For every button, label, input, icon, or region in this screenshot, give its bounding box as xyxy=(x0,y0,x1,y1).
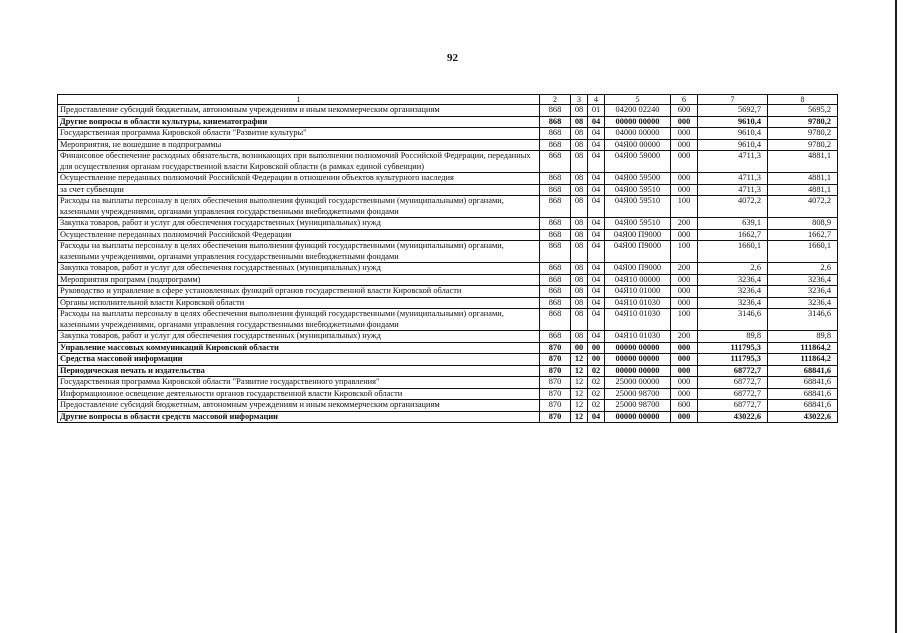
row-code-cell: 870 xyxy=(540,342,571,354)
row-section-cell: 08 xyxy=(571,274,588,286)
header-cell: 4 xyxy=(588,95,605,105)
row-section-cell: 08 xyxy=(571,196,588,218)
row-type-cell: 100 xyxy=(671,196,698,218)
row-amount-1-cell: 111795,3 xyxy=(698,342,768,354)
header-cell: 5 xyxy=(605,95,671,105)
row-type-cell: 000 xyxy=(671,388,698,400)
row-amount-2-cell: 111864,2 xyxy=(768,354,838,366)
row-type-cell: 000 xyxy=(671,354,698,366)
row-amount-1-cell: 4711,3 xyxy=(698,184,768,196)
header-cell: 3 xyxy=(571,95,588,105)
row-name-cell: Предоставление субсидий бюджетным, автономным учреждениям и иным некоммерческим организациям xyxy=(58,400,540,412)
row-code-cell: 868 xyxy=(540,286,571,298)
row-name-cell: Другие вопросы в области культуры, кинематографии xyxy=(58,116,540,128)
row-subsection-cell: 02 xyxy=(588,377,605,389)
row-type-cell: 200 xyxy=(671,218,698,230)
row-section-cell: 12 xyxy=(571,354,588,366)
row-section-cell: 08 xyxy=(571,263,588,275)
row-section-cell: 08 xyxy=(571,116,588,128)
row-amount-2-cell: 3146,6 xyxy=(768,309,838,331)
row-type-cell: 000 xyxy=(671,377,698,389)
row-section-cell: 00 xyxy=(571,342,588,354)
table-row xyxy=(58,196,838,218)
row-target-cell: 00000 00000 xyxy=(605,116,671,128)
row-subsection-cell: 04 xyxy=(588,309,605,331)
row-name-cell: Руководство и управление в сфере установленных функций органов государственной власти Кировской области xyxy=(58,286,540,298)
row-type-cell: 000 xyxy=(671,139,698,151)
row-amount-2-cell: 9780,2 xyxy=(768,128,838,140)
row-name-cell: Мероприятия программ (подпрограмм) xyxy=(58,274,540,286)
row-subsection-cell: 04 xyxy=(588,184,605,196)
row-code-cell: 870 xyxy=(540,354,571,366)
row-subsection-cell: 04 xyxy=(588,128,605,140)
row-type-cell: 000 xyxy=(671,274,698,286)
row-amount-1-cell: 68772,7 xyxy=(698,388,768,400)
row-amount-2-cell: 5695,2 xyxy=(768,105,838,117)
row-name-cell: Расходы на выплаты персоналу в целях обеспечения выполнения функций государственными (муниципальными) органами, казенными учреждениями, органами управления государственными внебюджетными фондами xyxy=(58,241,540,263)
row-name-cell: Закупка товаров, работ и услуг для обеспечения государственных (муниципальных) нужд xyxy=(58,218,540,230)
table-row xyxy=(58,218,838,230)
row-amount-1-cell: 68772,7 xyxy=(698,400,768,412)
row-subsection-cell: 00 xyxy=(588,342,605,354)
page-number: 92 xyxy=(447,52,458,64)
row-target-cell: 00000 00000 xyxy=(605,354,671,366)
row-subsection-cell: 02 xyxy=(588,365,605,377)
row-code-cell: 868 xyxy=(540,241,571,263)
row-amount-1-cell: 9610,4 xyxy=(698,116,768,128)
row-type-cell: 000 xyxy=(671,128,698,140)
row-code-cell: 868 xyxy=(540,128,571,140)
table-row xyxy=(58,128,838,140)
row-target-cell: 25000 98700 xyxy=(605,400,671,412)
row-target-cell: 04200 02240 xyxy=(605,105,671,117)
row-target-cell: 04Я10 01030 xyxy=(605,309,671,331)
row-name-cell: Финансовое обеспечение расходных обязательств, возникающих при выполнении полномочий Российской Федерации, переданных для осуществления органам государственной власти Кировской области (в рамках единой субвенции) xyxy=(58,151,540,173)
row-type-cell: 000 xyxy=(671,173,698,185)
row-target-cell: 04Я10 01030 xyxy=(605,331,671,343)
row-target-cell: 04000 00000 xyxy=(605,128,671,140)
table-row xyxy=(58,184,838,196)
row-amount-2-cell: 2,6 xyxy=(768,263,838,275)
row-type-cell: 000 xyxy=(671,342,698,354)
row-target-cell: 04Я00 П9000 xyxy=(605,263,671,275)
row-name-cell: Информационное освещение деятельности органов государственной власти Кировской области xyxy=(58,388,540,400)
row-target-cell: 04Я00 П9000 xyxy=(605,241,671,263)
row-code-cell: 870 xyxy=(540,411,571,423)
row-type-cell: 200 xyxy=(671,331,698,343)
budget-table xyxy=(57,94,838,423)
row-subsection-cell: 04 xyxy=(588,196,605,218)
row-subsection-cell: 04 xyxy=(588,286,605,298)
row-target-cell: 04Я10 01000 xyxy=(605,286,671,298)
row-type-cell: 200 xyxy=(671,263,698,275)
row-code-cell: 868 xyxy=(540,218,571,230)
row-code-cell: 868 xyxy=(540,196,571,218)
row-amount-2-cell: 9780,2 xyxy=(768,139,838,151)
row-section-cell: 08 xyxy=(571,309,588,331)
row-amount-2-cell: 68841,6 xyxy=(768,388,838,400)
row-type-cell: 600 xyxy=(671,400,698,412)
row-name-cell: за счет субвенции xyxy=(58,184,540,196)
row-name-cell: Периодическая печать и издательства xyxy=(58,365,540,377)
row-section-cell: 12 xyxy=(571,365,588,377)
row-amount-1-cell: 4711,3 xyxy=(698,151,768,173)
table-header-row xyxy=(58,95,838,105)
table-row xyxy=(58,241,838,263)
row-subsection-cell: 04 xyxy=(588,116,605,128)
row-amount-2-cell: 111864,2 xyxy=(768,342,838,354)
row-section-cell: 08 xyxy=(571,151,588,173)
table-row xyxy=(58,229,838,241)
row-type-cell: 000 xyxy=(671,297,698,309)
row-name-cell: Расходы на выплаты персоналу в целях обеспечения выполнения функций государственными (муниципальными) органами, казенными учреждениями, органами управления государственными внебюджетными фондами xyxy=(58,309,540,331)
row-target-cell: 04Я00 П9000 xyxy=(605,229,671,241)
row-amount-2-cell: 43022,6 xyxy=(768,411,838,423)
table-row xyxy=(58,309,838,331)
row-target-cell: 04Я00 59510 xyxy=(605,196,671,218)
row-subsection-cell: 04 xyxy=(588,173,605,185)
row-name-cell: Управление массовых коммуникаций Кировской области xyxy=(58,342,540,354)
row-name-cell: Осуществление переданных полномочий Российской Федерации в отношении объектов культурного наследия xyxy=(58,173,540,185)
row-section-cell: 08 xyxy=(571,128,588,140)
row-subsection-cell: 04 xyxy=(588,297,605,309)
row-amount-1-cell: 4711,3 xyxy=(698,173,768,185)
row-code-cell: 870 xyxy=(540,400,571,412)
row-subsection-cell: 01 xyxy=(588,105,605,117)
row-amount-1-cell: 639,1 xyxy=(698,218,768,230)
row-target-cell: 04Я00 59000 xyxy=(605,151,671,173)
header-cell: 7 xyxy=(698,95,768,105)
row-amount-1-cell: 3236,4 xyxy=(698,297,768,309)
row-amount-1-cell: 43022,6 xyxy=(698,411,768,423)
table-row xyxy=(58,411,838,423)
row-amount-2-cell: 3236,4 xyxy=(768,286,838,298)
row-target-cell: 25000 00000 xyxy=(605,377,671,389)
row-amount-2-cell: 3236,4 xyxy=(768,297,838,309)
table-row xyxy=(58,342,838,354)
row-name-cell: Другие вопросы в области средств массовой информации xyxy=(58,411,540,423)
row-amount-2-cell: 1660,1 xyxy=(768,241,838,263)
row-type-cell: 000 xyxy=(671,286,698,298)
row-section-cell: 08 xyxy=(571,297,588,309)
row-target-cell: 25000 98700 xyxy=(605,388,671,400)
row-subsection-cell: 02 xyxy=(588,400,605,412)
table-row xyxy=(58,400,838,412)
row-amount-2-cell: 89,8 xyxy=(768,331,838,343)
row-type-cell: 000 xyxy=(671,184,698,196)
row-amount-2-cell: 68841,6 xyxy=(768,377,838,389)
table-row xyxy=(58,151,838,173)
header-cell: 1 xyxy=(58,95,540,105)
row-amount-1-cell: 9610,4 xyxy=(698,139,768,151)
table-row xyxy=(58,354,838,366)
row-name-cell: Органы исполнительной власти Кировской области xyxy=(58,297,540,309)
row-target-cell: 04Я00 59500 xyxy=(605,173,671,185)
row-subsection-cell: 02 xyxy=(588,388,605,400)
row-name-cell: Закупка товаров, работ и услуг для обеспечения государственных (муниципальных) нужд xyxy=(58,331,540,343)
row-target-cell: 04Я10 00000 xyxy=(605,274,671,286)
row-type-cell: 000 xyxy=(671,365,698,377)
row-section-cell: 12 xyxy=(571,411,588,423)
row-section-cell: 08 xyxy=(571,218,588,230)
row-target-cell: 04Я00 00000 xyxy=(605,139,671,151)
row-amount-2-cell: 68841,6 xyxy=(768,365,838,377)
row-type-cell: 000 xyxy=(671,411,698,423)
row-amount-1-cell: 68772,7 xyxy=(698,377,768,389)
row-name-cell: Предоставление субсидий бюджетным, автономным учреждениям и иным некоммерческим организациям xyxy=(58,105,540,117)
row-code-cell: 868 xyxy=(540,263,571,275)
row-amount-2-cell: 3236,4 xyxy=(768,274,838,286)
row-section-cell: 12 xyxy=(571,377,588,389)
row-section-cell: 08 xyxy=(571,286,588,298)
row-subsection-cell: 04 xyxy=(588,218,605,230)
row-amount-1-cell: 2,6 xyxy=(698,263,768,275)
row-subsection-cell: 04 xyxy=(588,411,605,423)
row-amount-2-cell: 4881,1 xyxy=(768,173,838,185)
row-section-cell: 08 xyxy=(571,184,588,196)
row-target-cell: 00000 00000 xyxy=(605,342,671,354)
table-row xyxy=(58,286,838,298)
table-row xyxy=(58,297,838,309)
row-code-cell: 868 xyxy=(540,274,571,286)
row-amount-2-cell: 4881,1 xyxy=(768,184,838,196)
row-type-cell: 000 xyxy=(671,116,698,128)
row-target-cell: 04Я00 59510 xyxy=(605,184,671,196)
table-row xyxy=(58,105,838,117)
row-type-cell: 000 xyxy=(671,229,698,241)
row-code-cell: 868 xyxy=(540,105,571,117)
table-body xyxy=(58,105,838,423)
row-amount-1-cell: 5692,7 xyxy=(698,105,768,117)
row-section-cell: 08 xyxy=(571,331,588,343)
row-section-cell: 08 xyxy=(571,139,588,151)
table-row xyxy=(58,388,838,400)
row-amount-1-cell: 111795,3 xyxy=(698,354,768,366)
table-row xyxy=(58,139,838,151)
row-amount-1-cell: 89,8 xyxy=(698,331,768,343)
row-subsection-cell: 04 xyxy=(588,241,605,263)
row-name-cell: Государственная программа Кировской области "Развитие государственного управления" xyxy=(58,377,540,389)
header-cell: 6 xyxy=(671,95,698,105)
row-name-cell: Осуществление переданных полномочий Российской Федерации xyxy=(58,229,540,241)
row-target-cell: 04Я00 59510 xyxy=(605,218,671,230)
table-row xyxy=(58,377,838,389)
row-target-cell: 00000 00000 xyxy=(605,365,671,377)
row-section-cell: 12 xyxy=(571,400,588,412)
row-amount-1-cell: 3146,6 xyxy=(698,309,768,331)
row-code-cell: 868 xyxy=(540,173,571,185)
row-code-cell: 868 xyxy=(540,297,571,309)
row-section-cell: 08 xyxy=(571,241,588,263)
row-amount-1-cell: 3236,4 xyxy=(698,286,768,298)
table-row xyxy=(58,331,838,343)
row-name-cell: Закупка товаров, работ и услуг для обеспечения государственных (муниципальных) нужд xyxy=(58,263,540,275)
row-amount-2-cell: 9780,2 xyxy=(768,116,838,128)
row-subsection-cell: 00 xyxy=(588,354,605,366)
row-amount-2-cell: 808,9 xyxy=(768,218,838,230)
row-code-cell: 868 xyxy=(540,184,571,196)
row-subsection-cell: 04 xyxy=(588,263,605,275)
table-row xyxy=(58,173,838,185)
row-target-cell: 00000 00000 xyxy=(605,411,671,423)
row-subsection-cell: 04 xyxy=(588,151,605,173)
row-subsection-cell: 04 xyxy=(588,331,605,343)
row-code-cell: 868 xyxy=(540,229,571,241)
row-amount-1-cell: 1662,7 xyxy=(698,229,768,241)
row-amount-1-cell: 9610,4 xyxy=(698,128,768,140)
row-amount-2-cell: 1662,7 xyxy=(768,229,838,241)
row-section-cell: 08 xyxy=(571,229,588,241)
row-amount-2-cell: 68841,6 xyxy=(768,400,838,412)
row-code-cell: 868 xyxy=(540,309,571,331)
table-row xyxy=(58,274,838,286)
row-target-cell: 04Я10 01030 xyxy=(605,297,671,309)
row-amount-2-cell: 4881,1 xyxy=(768,151,838,173)
scan-edge-line xyxy=(895,0,897,633)
row-amount-1-cell: 3236,4 xyxy=(698,274,768,286)
row-amount-2-cell: 4072,2 xyxy=(768,196,838,218)
row-type-cell: 600 xyxy=(671,105,698,117)
row-code-cell: 870 xyxy=(540,388,571,400)
table-row xyxy=(58,116,838,128)
row-subsection-cell: 04 xyxy=(588,139,605,151)
row-section-cell: 08 xyxy=(571,173,588,185)
row-code-cell: 870 xyxy=(540,365,571,377)
row-name-cell: Средства массовой информации xyxy=(58,354,540,366)
row-name-cell: Расходы на выплаты персоналу в целях обеспечения выполнения функций государственными (муниципальными) органами, казенными учреждениями, органами управления государственными внебюджетными фондами xyxy=(58,196,540,218)
row-type-cell: 000 xyxy=(671,151,698,173)
row-subsection-cell: 04 xyxy=(588,229,605,241)
row-amount-1-cell: 4072,2 xyxy=(698,196,768,218)
row-code-cell: 868 xyxy=(540,116,571,128)
row-amount-1-cell: 68772,7 xyxy=(698,365,768,377)
table-row xyxy=(58,263,838,275)
row-code-cell: 870 xyxy=(540,377,571,389)
row-name-cell: Мероприятия, не вошедшие в подпрограммы xyxy=(58,139,540,151)
row-code-cell: 868 xyxy=(540,331,571,343)
row-code-cell: 868 xyxy=(540,151,571,173)
header-cell: 2 xyxy=(540,95,571,105)
row-subsection-cell: 04 xyxy=(588,274,605,286)
row-section-cell: 08 xyxy=(571,105,588,117)
row-type-cell: 100 xyxy=(671,309,698,331)
row-amount-1-cell: 1660,1 xyxy=(698,241,768,263)
header-cell: 8 xyxy=(768,95,838,105)
table-row xyxy=(58,365,838,377)
row-code-cell: 868 xyxy=(540,139,571,151)
row-section-cell: 12 xyxy=(571,388,588,400)
row-name-cell: Государственная программа Кировской области "Развитие культуры" xyxy=(58,128,540,140)
row-type-cell: 100 xyxy=(671,241,698,263)
